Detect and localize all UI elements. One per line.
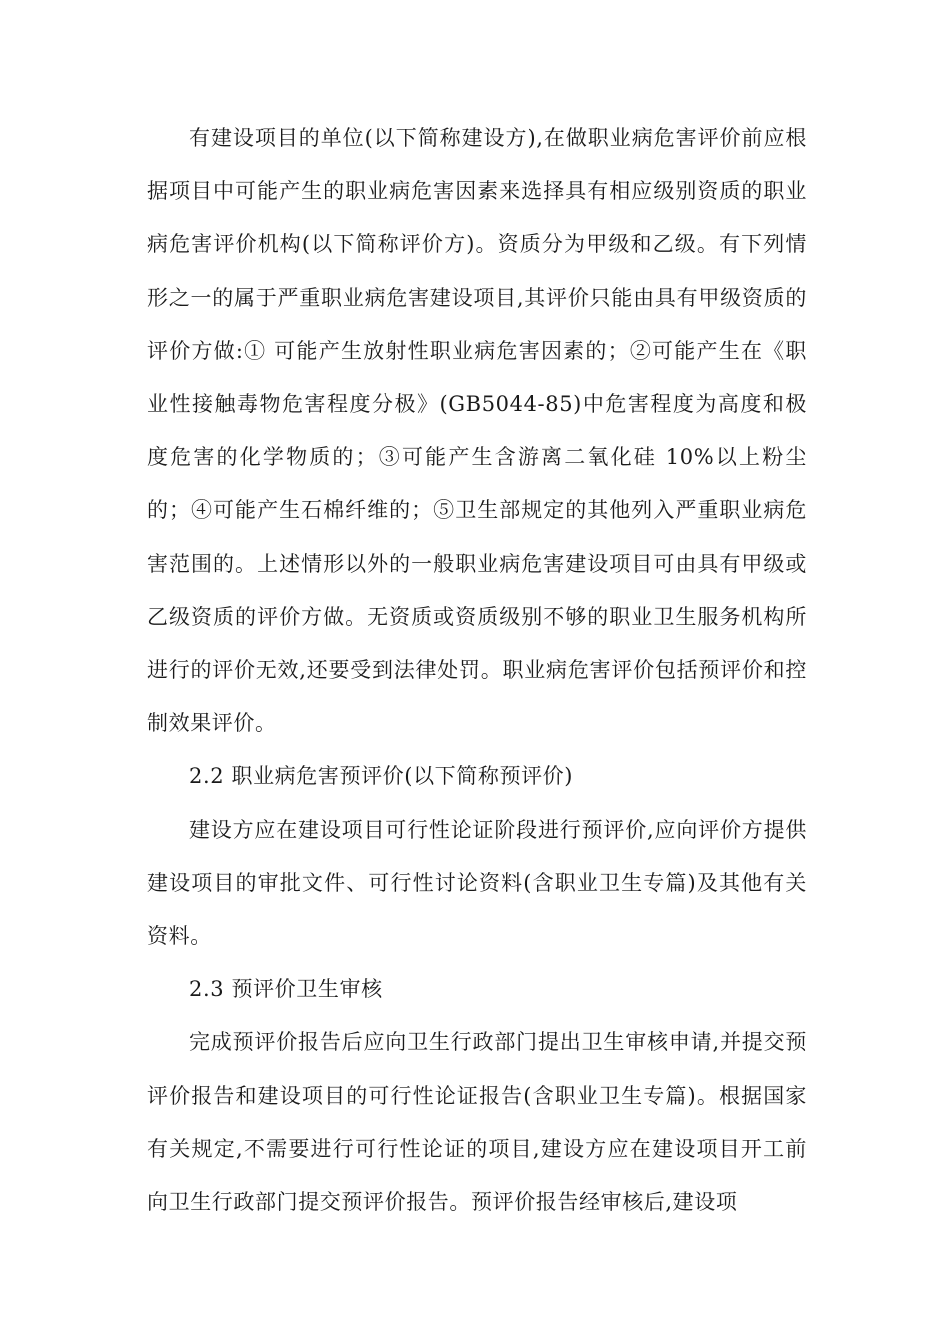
paragraph-health-review: 完成预评价报告后应向卫生行政部门提出卫生审核申请,并提交预评价报告和建设项目的可行性论证报告(含职业卫生专篇)。根据国家有关规定,不需要进行可行性论证的项目,建设方应在建设项目开工前向卫生行政部门提交预评价报告。预评价报告经审核后,建设项 [147, 1030, 807, 1215]
paragraph-qualification: 有建设项目的单位(以下简称建设方),在做职业病危害评价前应根据项目中可能产生的职业病危害因素来选择具有相应级别资质的职业病危害评价机构(以下简称评价方)。资质分为甲级和乙级。有下列情形之一的属于严重职业病危害建设项目,其评价只能由具有甲级资质的评价方做:① 可能产生放射性职业病危害因素的；②可能产生在《职业性接触毒物危害程度分极》(GB5044-85)中危害程度为高度和极度危害的化学物质的；③可能产生含游离二氧化硅 10%以上粉尘的；④可能产生石棉纤维的；⑤卫生部规定的其他列入严重职业病危害范围的。上述情形以外的一般职业病危害建设项目可由具有甲级或乙级资质的评价方做。无资质或资质级别不够的职业卫生服务机构所进行的评价无效,还要受到法律处罚。职业病危害评价包括预评价和控制效果评价。 [147, 126, 807, 736]
section-heading-2-3: 2.3 预评价卫生审核 [189, 977, 383, 1002]
section-heading-2-2: 2.2 职业病危害预评价(以下简称预评价) [189, 764, 574, 789]
document-body [147, 112, 807, 1229]
paragraph-pre-evaluation: 建设方应在建设项目可行性论证阶段进行预评价,应向评价方提供建设项目的审批文件、可行性讨论资料(含职业卫生专篇)及其他有关资料。 [147, 817, 807, 949]
